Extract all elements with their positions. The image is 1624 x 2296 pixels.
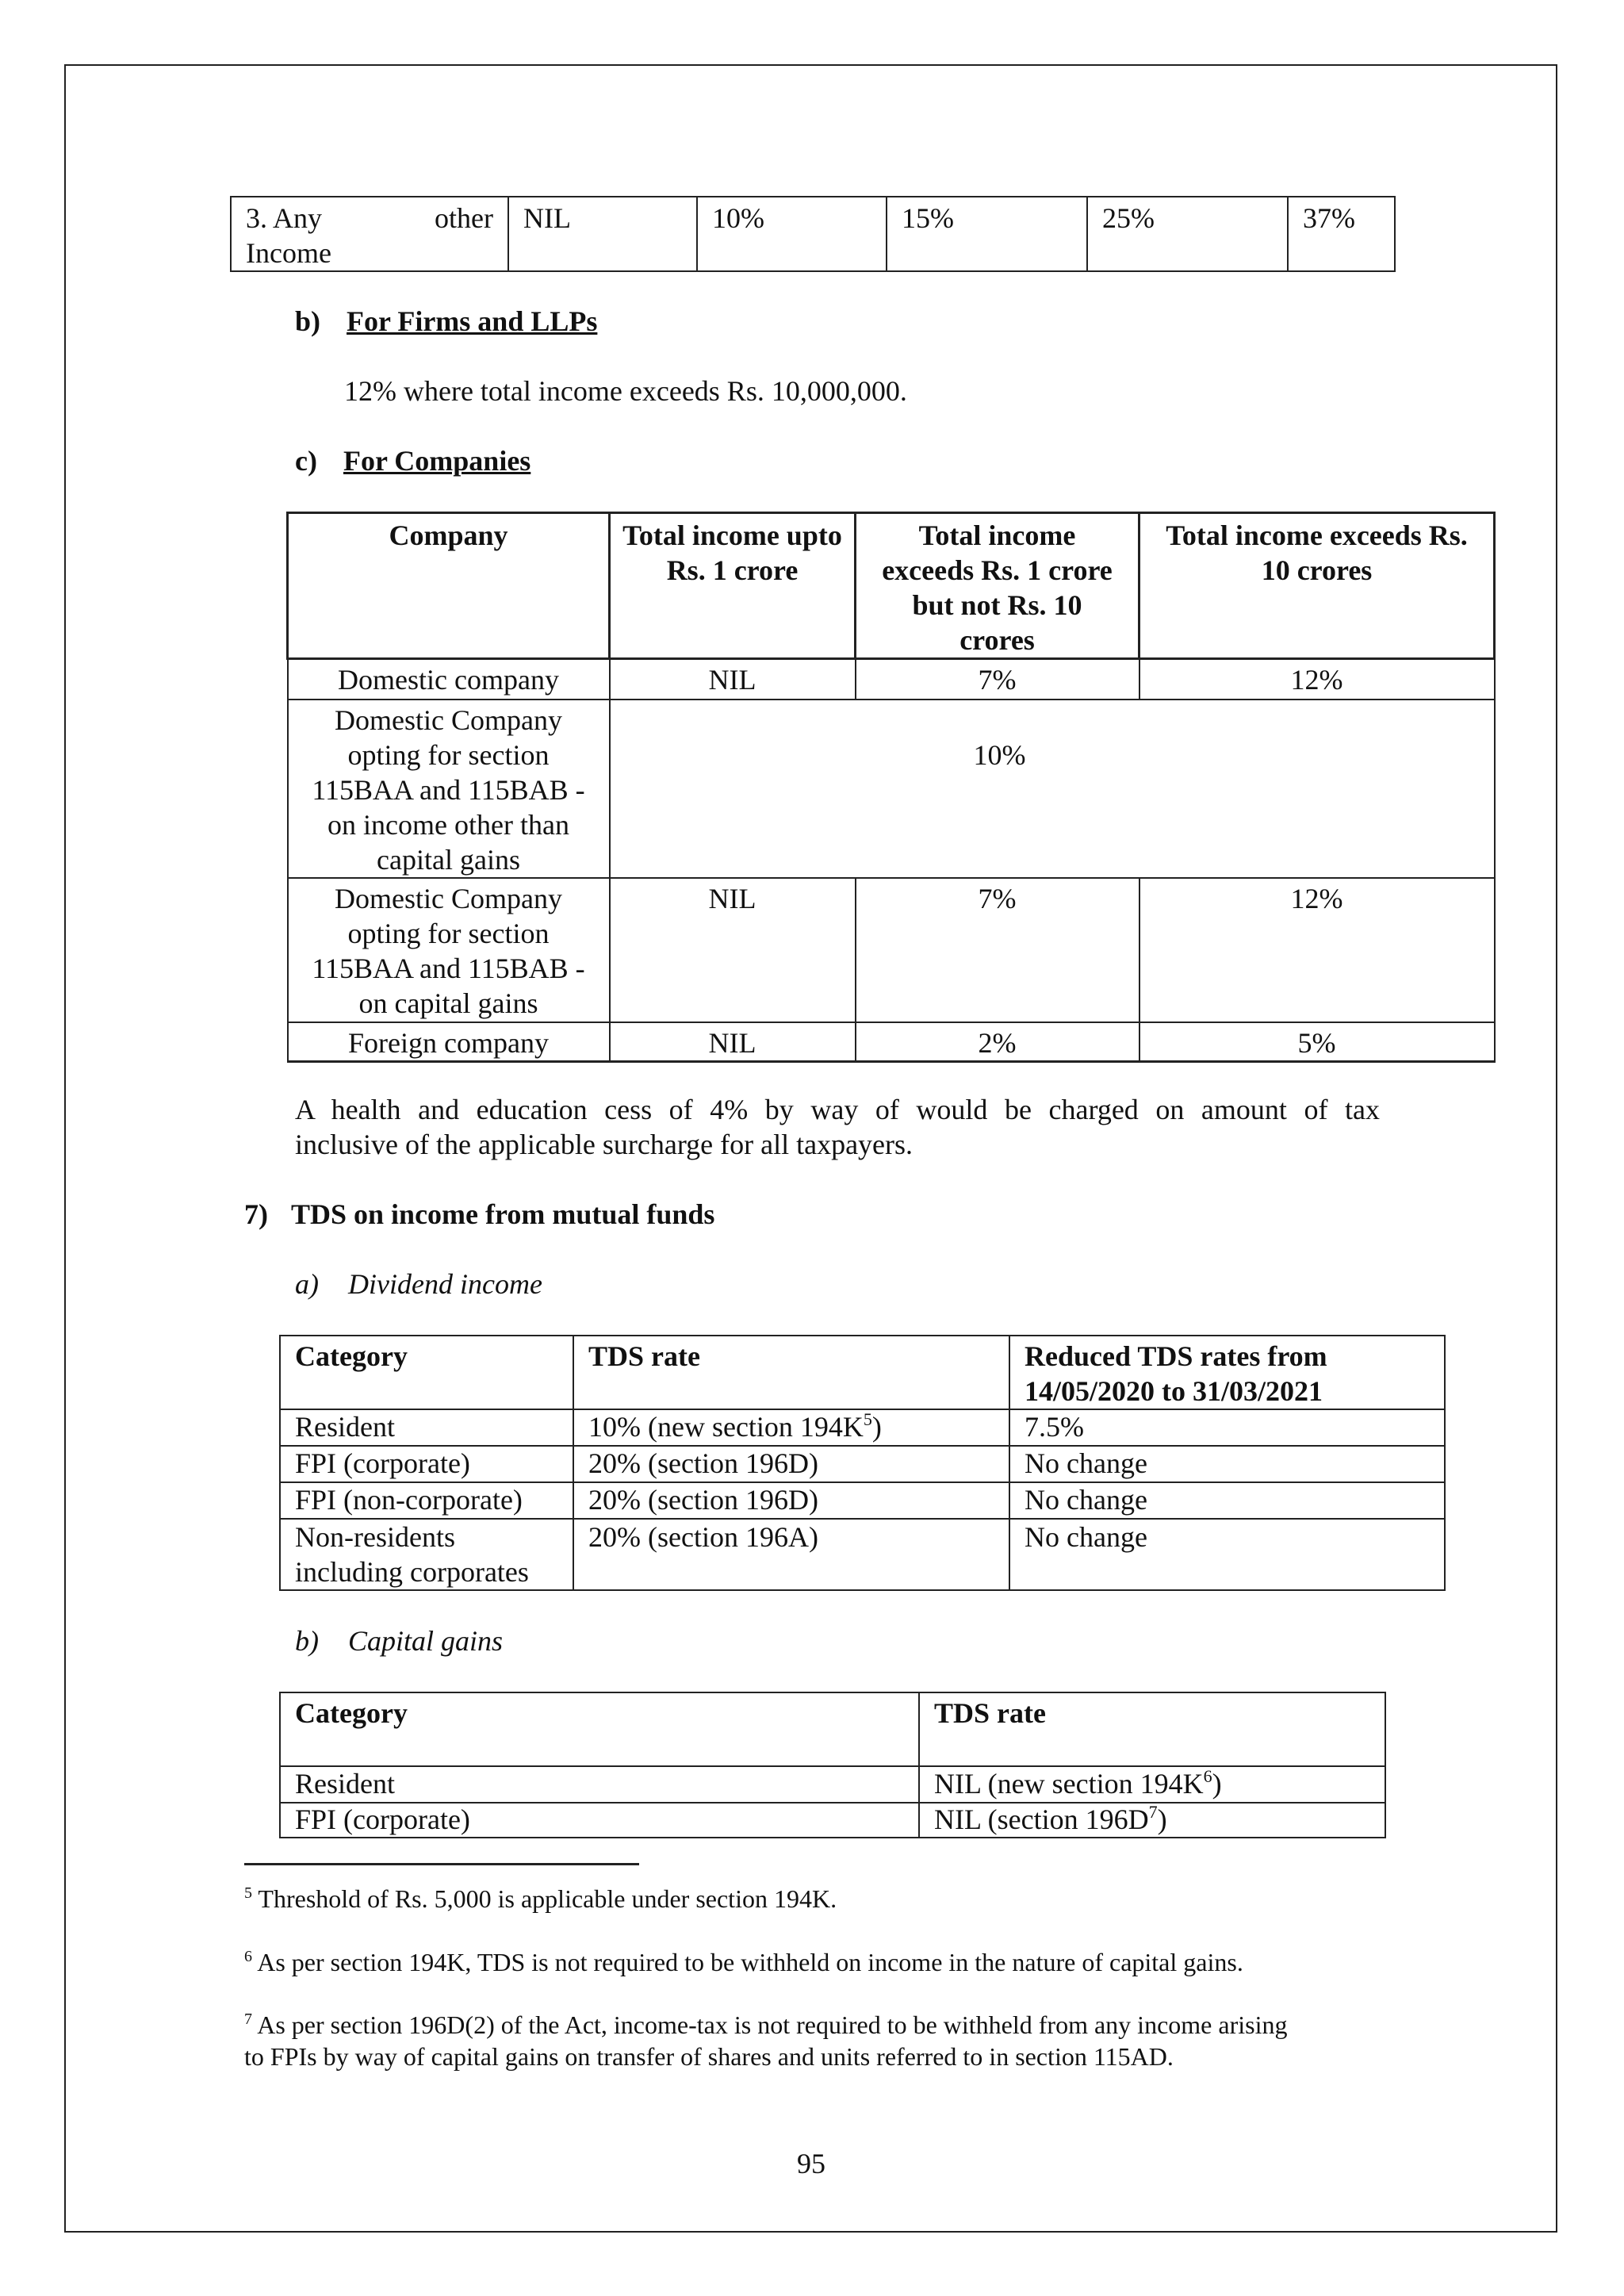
footnote-text: As per section 194K, TDS is not required to be withheld on income in the nature of capital gains. (257, 1948, 1243, 1976)
cell-category: FPI (non-corporate) (280, 1482, 573, 1519)
header-category: Category (280, 1692, 919, 1766)
footnote-number: 7 (244, 2010, 252, 2028)
footnote-7 (244, 2009, 1287, 2072)
dividend-marker: a) (295, 1268, 319, 1300)
firms-heading (295, 304, 597, 339)
cell-rate: 20% (section 196D) (573, 1446, 1009, 1482)
header-upto-1-crore: Total income upto Rs. 1 crore (610, 513, 856, 659)
row-label: Foreign company (288, 1022, 610, 1062)
footnote-separator (244, 1863, 639, 1865)
cell-category: FPI (corporate) (280, 1446, 573, 1482)
cell-reduced: 7.5% (1009, 1409, 1445, 1446)
tds-section-number: 7) (244, 1198, 268, 1230)
row-value: NIL (610, 659, 856, 700)
row-value: 2% (856, 1022, 1139, 1062)
firms-marker: b) (295, 305, 321, 337)
table-row (280, 1803, 1385, 1838)
page-number: 95 (797, 2148, 825, 2179)
cell-reduced: No change (1009, 1482, 1445, 1519)
income-label-part3: Income (246, 237, 331, 269)
income-label-part2: other (435, 202, 493, 234)
surcharge-table-tail (230, 196, 1396, 272)
rate-cell: 25% (1087, 197, 1288, 271)
header-1-to-10-crores: Total income exceeds Rs. 1 crore but not Rs. 10 crores (856, 513, 1139, 659)
rate-cell: NIL (508, 197, 697, 271)
header-exceeds-10-crores: Total income exceeds Rs. 10 crores (1139, 513, 1495, 659)
cess-paragraph (295, 1092, 1380, 1162)
rate-cell: 37% (1288, 197, 1395, 271)
header-category: Category (280, 1336, 573, 1409)
row-value: NIL (610, 1022, 856, 1062)
row-label: Domestic Company opting for section 115BAA and 115BAB - on income other than capital gains (288, 700, 610, 878)
dividend-table (279, 1335, 1446, 1591)
income-label-part1: 3. Any (246, 202, 323, 234)
cell-rate: 20% (section 196D) (573, 1482, 1009, 1519)
firms-heading-text: For Firms and LLPs (347, 305, 598, 337)
header-company: Company (288, 513, 610, 659)
cell-rate: NIL (new section $194K^6$) (919, 1766, 1385, 1803)
companies-heading (295, 443, 530, 478)
table-row (231, 197, 1395, 271)
row-value: 5% (1139, 1022, 1495, 1062)
cell-reduced: No change (1009, 1519, 1445, 1590)
row-label: Domestic company (288, 659, 610, 700)
footnote-5 (244, 1883, 837, 1915)
cell-rate: 20% (section 196A) (573, 1519, 1009, 1590)
cell-rate: 10% (new section $194K^5$) (573, 1409, 1009, 1446)
table-row (288, 700, 1495, 878)
capital-gains-heading-text: Capital gains (348, 1625, 504, 1657)
table-row (280, 1766, 1385, 1803)
table-row (280, 1519, 1445, 1590)
companies-table (286, 512, 1496, 1063)
table-row (280, 1482, 1445, 1519)
row-value: 7% (856, 878, 1139, 1022)
row-label: Domestic Company opting for section 115BAA and 115BAB - on capital gains (288, 878, 610, 1022)
cell-category: Resident (280, 1409, 573, 1446)
cell-category: Non-residents including corporates (280, 1519, 573, 1590)
row-value: 7% (856, 659, 1139, 700)
row-value: NIL (610, 878, 856, 1022)
header-tds-rate: TDS rate (573, 1336, 1009, 1409)
footnote-text-continued: to FPIs by way of capital gains on transfer of shares and units referred to in section 115AD. (244, 2042, 1174, 2071)
tds-section-heading (244, 1197, 714, 1232)
companies-heading-text: For Companies (343, 445, 531, 477)
footnote-6 (244, 1946, 1243, 1978)
footnote-number: 5 (244, 1884, 252, 1902)
cess-line1: A health and education cess of 4% by way of would be charged on amount of tax (295, 1094, 1380, 1125)
companies-marker: c) (295, 445, 317, 477)
dividend-heading-text: Dividend income (348, 1268, 542, 1300)
firms-text: 12% where total income exceeds Rs. 10,000,000. (344, 375, 907, 407)
cess-line2: inclusive of the applicable surcharge for all taxpayers. (295, 1129, 914, 1160)
row-value: 12% (1139, 878, 1495, 1022)
table-header-row (288, 513, 1495, 659)
table-row (288, 878, 1495, 1022)
cell-rate: NIL (section $196D^7$) (919, 1803, 1385, 1838)
table-row (280, 1446, 1445, 1482)
rate-cell: 10% (697, 197, 887, 271)
table-row (288, 1022, 1495, 1062)
cell-category: FPI (corporate) (280, 1803, 919, 1838)
footnote-text: Threshold of Rs. 5,000 is applicable under section 194K. (258, 1884, 837, 1913)
capital-gains-table (279, 1692, 1386, 1838)
table-header-row (280, 1692, 1385, 1766)
rate-cell: 15% (887, 197, 1087, 271)
row-merged-value: 10% (610, 700, 1495, 878)
cell-reduced: No change (1009, 1446, 1445, 1482)
capital-gains-marker: b) (295, 1625, 319, 1657)
table-row (288, 659, 1495, 700)
dividend-heading (295, 1267, 542, 1301)
table-header-row (280, 1336, 1445, 1409)
income-label-cell (231, 197, 508, 271)
footnote-text: As per section 196D(2) of the Act, income-tax is not required to be withheld from any income arising (257, 2010, 1288, 2039)
capital-gains-heading (295, 1623, 503, 1658)
footnote-number: 6 (244, 1948, 252, 1965)
table-row (280, 1409, 1445, 1446)
cell-category: Resident (280, 1766, 919, 1803)
tds-section-title: TDS on income from mutual funds (291, 1198, 715, 1230)
row-value: 12% (1139, 659, 1495, 700)
header-tds-rate: TDS rate (919, 1692, 1385, 1766)
header-reduced-rate: Reduced TDS rates from 14/05/2020 to 31/03/2021 (1009, 1336, 1445, 1409)
